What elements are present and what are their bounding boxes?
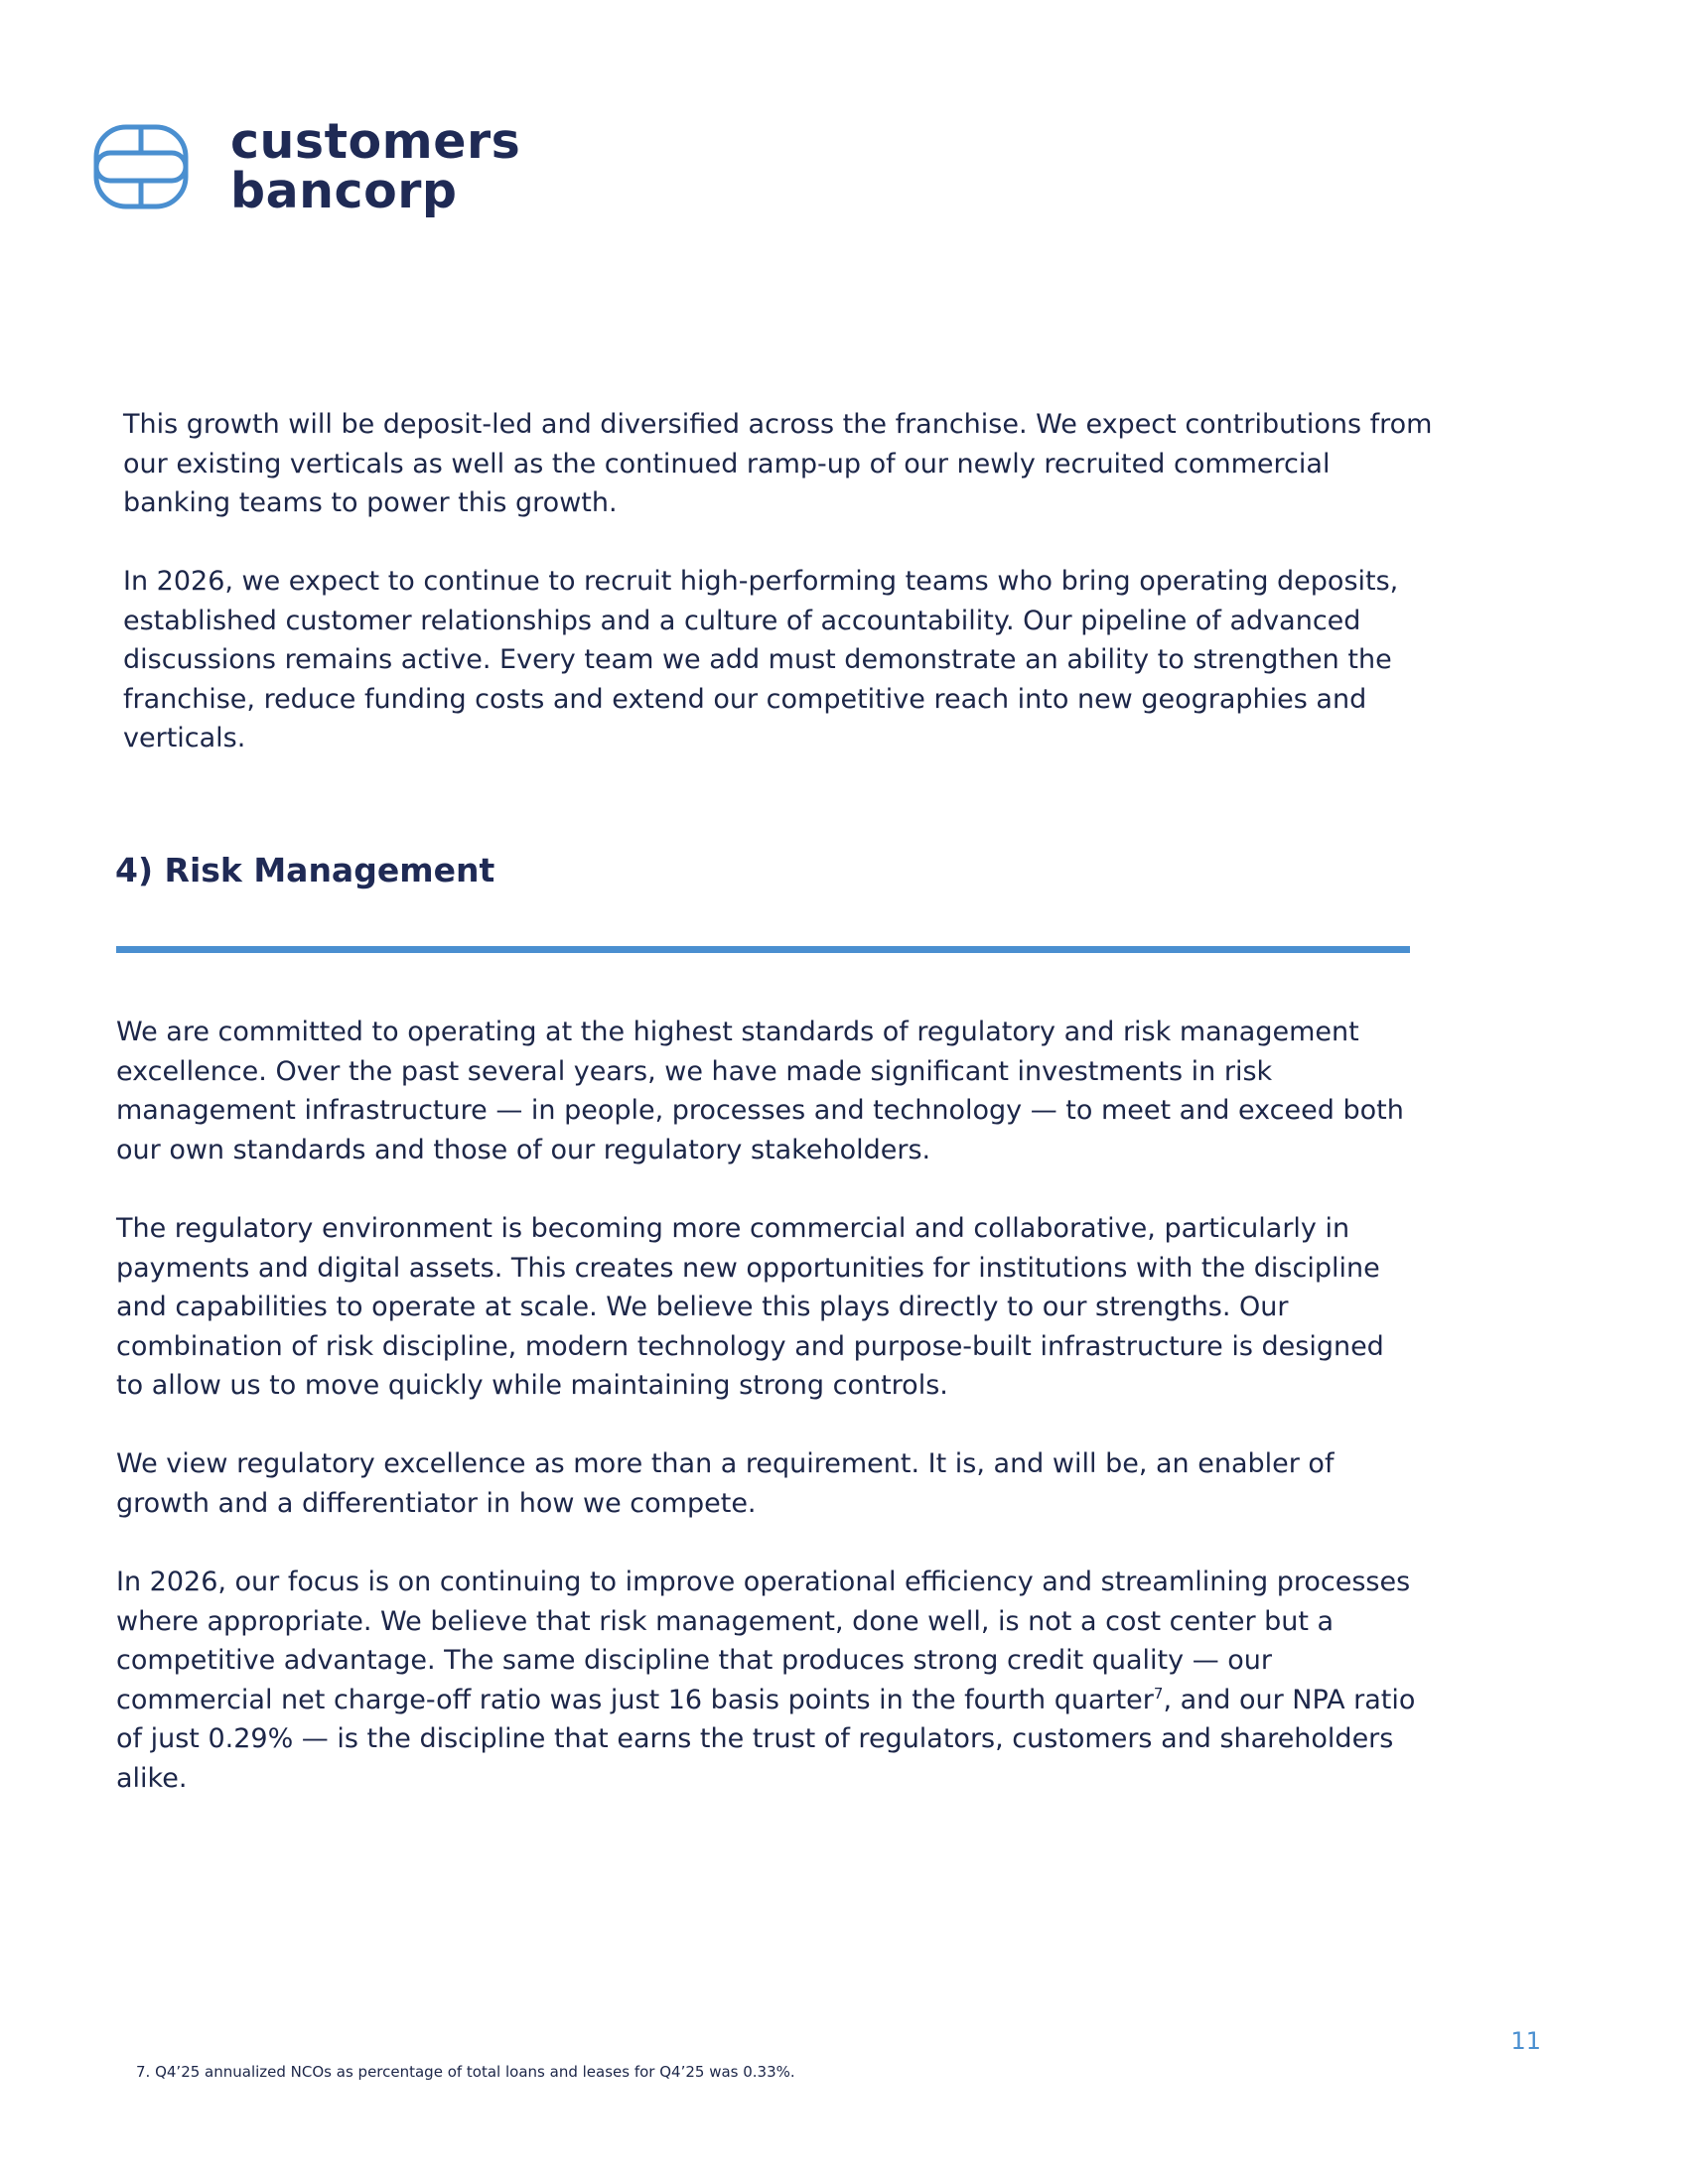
logo-wordmark-line1: customers [230, 113, 521, 170]
customers-bancorp-logo-icon [93, 124, 189, 209]
section-divider [116, 946, 1410, 953]
body-paragraph-recruiting: In 2026, we expect to continue to recruit high-performing teams who bring operating deposits, established customer relationships and a culture of accountability. Our pipeline of advanced discussions remains active. Every team we add must demonstrate an ability to strengthen the franchise, reduce funding costs and extend our competitive reach into new geographies and verticals. [123, 566, 1399, 754]
risk-paragraph-focus-text-a: In 2026, our focus is on continuing to improve operational efficiency and streamlining processes where appropriate. We believe that risk management, done well, is not a cost center but a competitive advantage. The same discipline that produces strong credit quality — our commercial net charge-off ratio was just 16 basis points in the fourth quarter [116, 1567, 1411, 1715]
company-logo [93, 113, 521, 219]
page-number: 11 [1510, 2027, 1541, 2055]
footnote-reference: 7 [1153, 1684, 1164, 1703]
risk-paragraph-commitment: We are committed to operating at the highest standards of regulatory and risk management excellence. Over the past several years, we have made significant investments in risk management infrastructure — in people, processes and technology — to meet and exceed both our own standards and those of our regulatory stakeholders. [116, 1017, 1404, 1165]
risk-paragraph-regulatory-environment: The regulatory environment is becoming more commercial and collaborative, particularly in payments and digital assets. This creates new opportunities for institutions with the discipline and capabilities to operate at scale. We believe this plays directly to our strengths. Our combination of risk discipline, modern technology and purpose-built infrastructure is designed to allow us to move quickly while maintaining strong controls. [116, 1213, 1384, 1402]
logo-wordmark-line2: bancorp [230, 163, 458, 219]
risk-paragraph-focus-2026 [116, 1563, 1566, 1799]
logo-wordmark [230, 113, 521, 219]
risk-paragraph-focus-text-b: , and our NPA ratio of just 0.29% — is the discipline that earns the trust of regulators, customers and shareholders alike. [116, 1684, 1416, 1794]
body-paragraph-growth: This growth will be deposit-led and diversified across the franchise. We expect contributions from our existing verticals as well as the continued ramp-up of our newly recruited commercial banking teams to power this growth. [123, 409, 1433, 519]
risk-paragraph-regulatory-excellence: We view regulatory excellence as more than a requirement. It is, and will be, an enabler of growth and a differentiator in how we compete. [116, 1448, 1335, 1519]
footnote: 7. Q4’25 annualized NCOs as percentage of total loans and leases for Q4’25 was 0.33%. [136, 2063, 795, 2081]
section-heading: 4) Risk Management [115, 851, 495, 889]
